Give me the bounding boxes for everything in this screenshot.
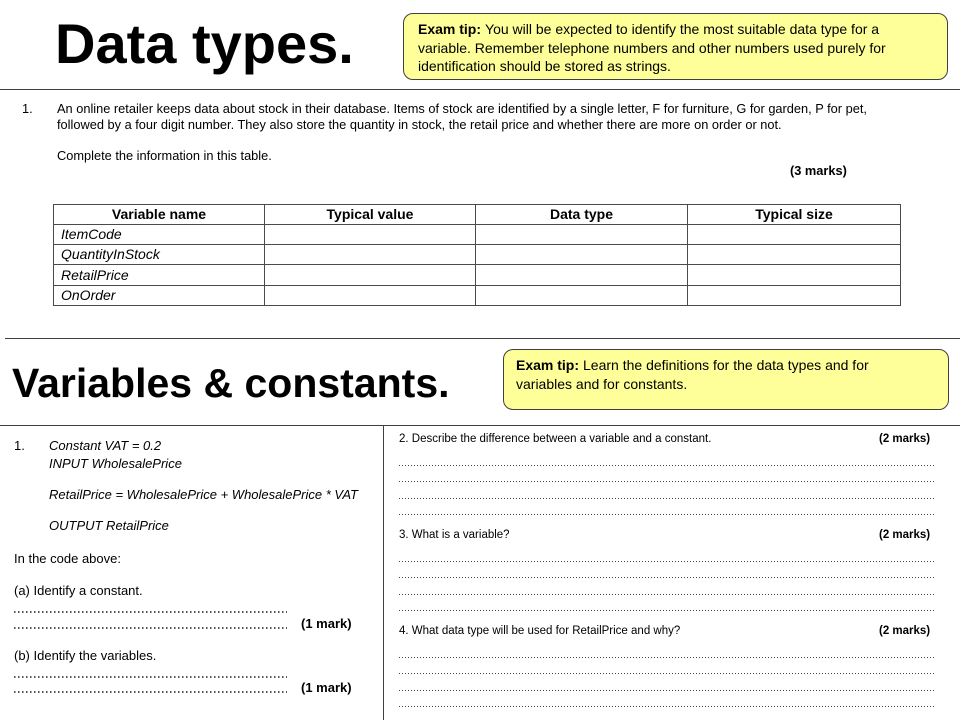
answer-line [399, 514, 935, 515]
question-marks: (2 marks) [879, 433, 931, 445]
table-cell-variable-name: QuantityInStock [54, 245, 265, 265]
exam-tip-line [516, 356, 948, 375]
question-number: 1. [14, 438, 25, 453]
question-part-prompt: (a) Identify a constant. [14, 583, 143, 598]
table-header-row [54, 205, 901, 225]
question-text: followed by a four digit number. They also store the quantity in stock, the retail price and whether there are more on order or not. [57, 117, 782, 132]
exam-tip-label: Exam tip: [516, 357, 580, 373]
question-marks: (2 marks) [879, 529, 931, 541]
exam-tip-box [403, 13, 948, 80]
question-part-prompt: (b) Identify the variables. [14, 648, 157, 663]
question-prompt: 2. Describe the difference between a variable and a constant. [399, 433, 712, 445]
table-cell-typical-size [688, 245, 901, 265]
answer-line [399, 594, 935, 595]
exam-tip-label: Exam tip: [418, 21, 482, 37]
stock-variables-table [53, 204, 901, 306]
table-cell-data-type [476, 286, 688, 306]
answer-line [399, 481, 935, 482]
question-intro: In the code above: [14, 551, 121, 566]
answer-line [399, 561, 935, 562]
answer-line [399, 465, 935, 466]
answer-line [14, 691, 287, 693]
page-title: Data types. [55, 12, 354, 75]
exam-tip-line [418, 20, 947, 39]
code-line: RetailPrice = WholesalePrice + WholesalePrice * VAT [49, 487, 358, 502]
answer-line [399, 610, 935, 611]
table-row [54, 286, 901, 306]
question-prompt: 4. What data type will be used for RetailPrice and why? [399, 625, 681, 637]
question-instruction: Complete the information in this table. [57, 148, 272, 163]
question-marks: (1 mark) [301, 680, 352, 695]
exam-tip-text: You will be expected to identify the most suitable data type for a [485, 21, 880, 37]
section-divider [0, 89, 960, 90]
table-header-typical-size: Typical size [688, 205, 901, 225]
table-header-data-type: Data type [476, 205, 688, 225]
section-divider [0, 425, 960, 426]
table-row [54, 245, 901, 265]
table-cell-typical-value [265, 265, 476, 286]
table-row [54, 265, 901, 286]
code-line: INPUT WholesalePrice [49, 456, 182, 471]
answer-line [14, 676, 287, 678]
table-cell-data-type [476, 225, 688, 245]
question-marks: (2 marks) [879, 625, 931, 637]
question-marks: (3 marks) [790, 163, 847, 178]
answer-line [399, 498, 935, 499]
answer-line [399, 657, 935, 658]
table-header-variable-name: Variable name [54, 205, 265, 225]
question-marks: (1 mark) [301, 616, 352, 631]
answer-line [399, 673, 935, 674]
table-cell-typical-value [265, 225, 476, 245]
table-cell-typical-size [688, 265, 901, 286]
column-divider [383, 425, 384, 720]
section-divider [5, 338, 960, 339]
exam-tip-box [503, 349, 949, 410]
table-cell-data-type [476, 245, 688, 265]
answer-line [399, 706, 935, 707]
table-header-typical-value: Typical value [265, 205, 476, 225]
section-title: Variables & constants. [12, 360, 450, 406]
exam-tip-text: variables and for constants. [516, 375, 688, 392]
table-cell-variable-name: ItemCode [54, 225, 265, 245]
question-number: 1. [22, 101, 33, 116]
answer-line [14, 627, 287, 629]
exam-tip-text: identification should be stored as strings. [418, 58, 671, 74]
exam-tip-text: variable. Remember telephone numbers and other numbers used purely for [418, 39, 886, 56]
answer-line [399, 690, 935, 691]
exam-tip-text: Learn the definitions for the data types and for [583, 357, 869, 373]
table-cell-data-type [476, 265, 688, 286]
answer-line [399, 577, 935, 578]
table-cell-typical-value [265, 286, 476, 306]
table-cell-typical-size [688, 225, 901, 245]
code-line: OUTPUT RetailPrice [49, 518, 169, 533]
table-row [54, 225, 901, 245]
table-cell-typical-size [688, 286, 901, 306]
table-cell-typical-value [265, 245, 476, 265]
question-text: An online retailer keeps data about stock in their database. Items of stock are identified by a single letter, F for furniture, G for garden, P for pet, [57, 101, 867, 116]
code-line: Constant VAT = 0.2 [49, 438, 162, 453]
table-cell-variable-name: RetailPrice [54, 265, 265, 286]
answer-line [14, 611, 287, 613]
question-prompt: 3. What is a variable? [399, 529, 510, 541]
table-cell-variable-name: OnOrder [54, 286, 265, 306]
